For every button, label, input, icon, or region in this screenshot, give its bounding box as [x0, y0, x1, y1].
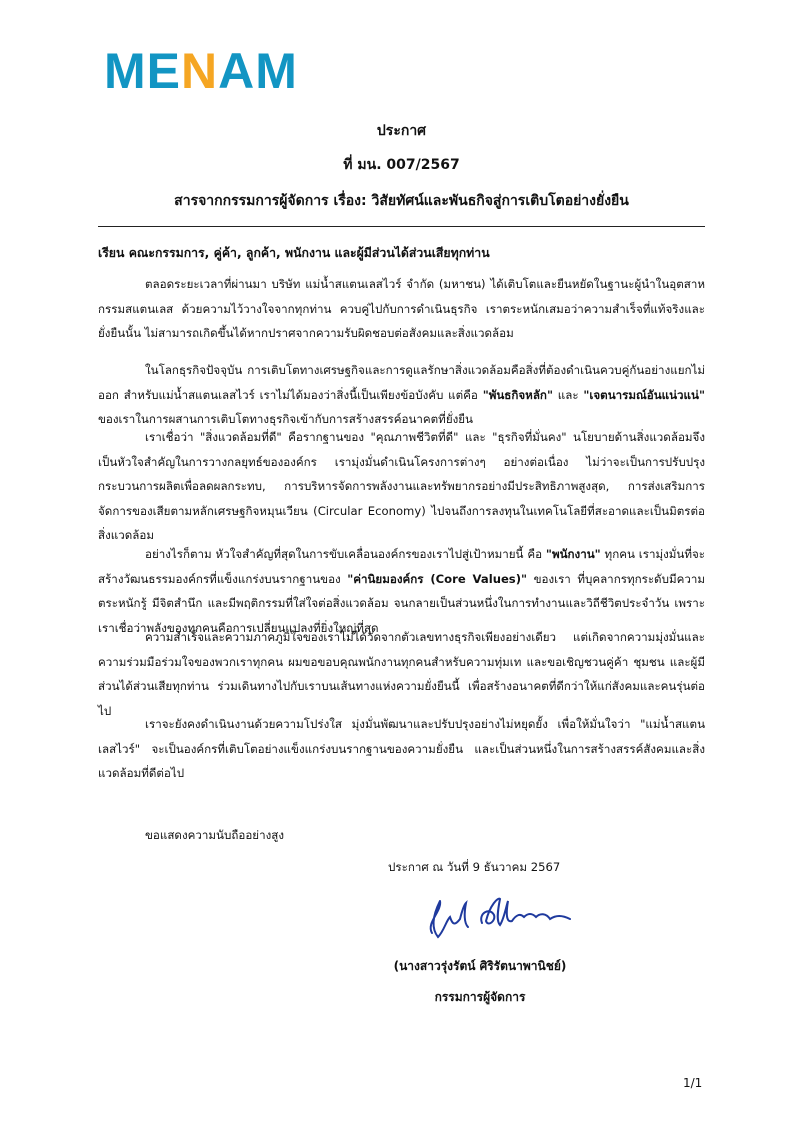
paragraph-5: ความสำเร็จและความภาคภูมิใจของเราไม่ได้วัดจากตัวเลขทางธุรกิจเพียงอย่างเดียว แต่เกิดจากความมุ่งมั่นและความร่วมมือร่วมใจของพวกเราทุกคน ผมขอขอบคุณพนักงานทุกคนสำหรับความทุ่มเท และขอเชิญชวนคู่ค้า ชุมชน และผู้มีส่วนได้ส่วนเสียทุกท่าน ร่วมเดินทางไปกับเราบนเส้นทางแห่งความยั่งยืนนี้ เพื่อสร้างอนาคตที่ดีกว่าให้แก่สังคมและคนรุ่นต่อไป [98, 630, 705, 718]
date-line: ประกาศ ณ วันที่ 9 ธันวาคม 2567 [388, 860, 561, 874]
paragraph-3: เราเชื่อว่า "สิ่งแวดล้อมที่ดี" คือรากฐานของ "คุณภาพชีวิตที่ดี" และ "ธุรกิจที่มั่นคง" นโยบายด้านสิ่งแวดล้อมจึงเป็นหัวใจสำคัญในการวางกลยุทธ์ขององค์กร เรามุ่งมั่นดำเนินโครงการต่างๆ อย่างต่อเนื่อง ไม่ว่าจะเป็นการปรับปรุงกระบวนการผลิตเพื่อลดผลกระทบ, การบริหารจัดการพลังงานและทรัพยากรอย่างมีประสิทธิภาพสูงสุด, การส่งเสริมการจัดการของเสียตามหลักเศรษฐกิจหมุนเวียน (Circular Economy) ไปจนถึงการลงทุนในเทคโนโลยีที่สะอาดและเป็นมิตรต่อสิ่งแวดล้อม [98, 430, 705, 542]
paragraph-6: เราจะยังคงดำเนินงานด้วยความโปร่งใส มุ่งมั่นพัฒนาและปรับปรุงอย่างไม่หยุดยั้ง เพื่อให้มั่นใจว่า "แม่น้ำสแตนเลสไวร์" จะเป็นองค์กรที่เติบโตอย่างแข็งแกร่งบนรากฐานของความยั่งยืน และเป็นส่วนหนึ่งในการสร้างสรรค์สังคมและสิ่งแวดล้อมที่ดีต่อไป [98, 717, 705, 780]
header-divider [98, 226, 705, 227]
signatory-title: กรรมการผู้จัดการ [434, 990, 526, 1004]
closing-line: ขอแสดงความนับถืออย่างสูง [145, 828, 284, 842]
announcement-number: ที่ มน. 007/2567 [343, 157, 460, 173]
salutation: เรียน คณะกรรมการ, คู่ค้า, ลูกค้า, พนักงาน และผู้มีส่วนได้ส่วนเสียทุกท่าน [98, 246, 490, 260]
signatory-name: (นางสาวรุ่งรัตน์ ศิริรัตนาพานิชย์) [393, 959, 567, 973]
announcement-subject: สารจากกรรมการผู้จัดการ เรื่อง: วิสัยทัศน์และพันธกิจสู่การเติบโตอย่างยั่งยืน [174, 193, 629, 209]
paragraph-4: อย่างไรก็ตาม หัวใจสำคัญที่สุดในการขับเคลื่อนองค์กรของเราไปสู่เป้าหมายนี้ คือ "พนักงาน" ทุกคน เรามุ่งมั่นที่จะสร้างวัฒนธรรมองค์กรที่แข็งแกร่งบนรากฐานของ "ค่านิยมองค์กร (Core Values)" ของเรา ที่บุคลากรทุกระดับมีความตระหนักรู้ มีจิตสำนึก และมีพฤติกรรมที่ใส่ใจต่อสิ่งแวดล้อม จนกลายเป็นส่วนหนึ่งในการทำงานและวิถีชีวิตประจำวัน เพราะเราเชื่อว่าพลังของทุกคนคือการเปลี่ยนแปลงที่ยิ่งใหญ่ที่สุด [98, 547, 706, 635]
paragraph-2: ในโลกธุรกิจปัจจุบัน การเติบโตทางเศรษฐกิจและการดูแลรักษาสิ่งแวดล้อมคือสิ่งที่ต้องดำเนินควบคู่กันอย่างแยกไม่ออก สำหรับแม่น้ำสแตนเลสไวร์ เราไม่ได้มองว่าสิ่งนี้เป็นเพียงข้อบังคับ แต่คือ "พันธกิจหลัก" และ "เจตนารมณ์อันแน่วแน่" ของเราในการผสานการเติบโตทางธุรกิจเข้ากับการสร้างสรรค์อนาคตที่ยั่งยืน [98, 363, 705, 426]
menam-logo: MENAM [104, 43, 298, 99]
signature-image [420, 893, 590, 945]
page-number: 1/1 [683, 1076, 703, 1090]
paragraph-1: ตลอดระยะเวลาที่ผ่านมา บริษัท แม่น้ำสแตนเลสไวร์ จำกัด (มหาชน) ได้เติบโตและยืนหยัดในฐานะผู้นำในอุตสาหกรรมสแตนเลส ด้วยความไว้วางใจจากทุกท่าน ควบคู่ไปกับการดำเนินธุรกิจ เราตระหนักเสมอว่าความสำเร็จที่แท้จริงและยั่งยืนนั้น ไม่สามารถเกิดขึ้นได้หากปราศจากความรับผิดชอบต่อสังคมและสิ่งแวดล้อม [98, 277, 705, 340]
announcement-heading: ประกาศ [376, 123, 427, 139]
